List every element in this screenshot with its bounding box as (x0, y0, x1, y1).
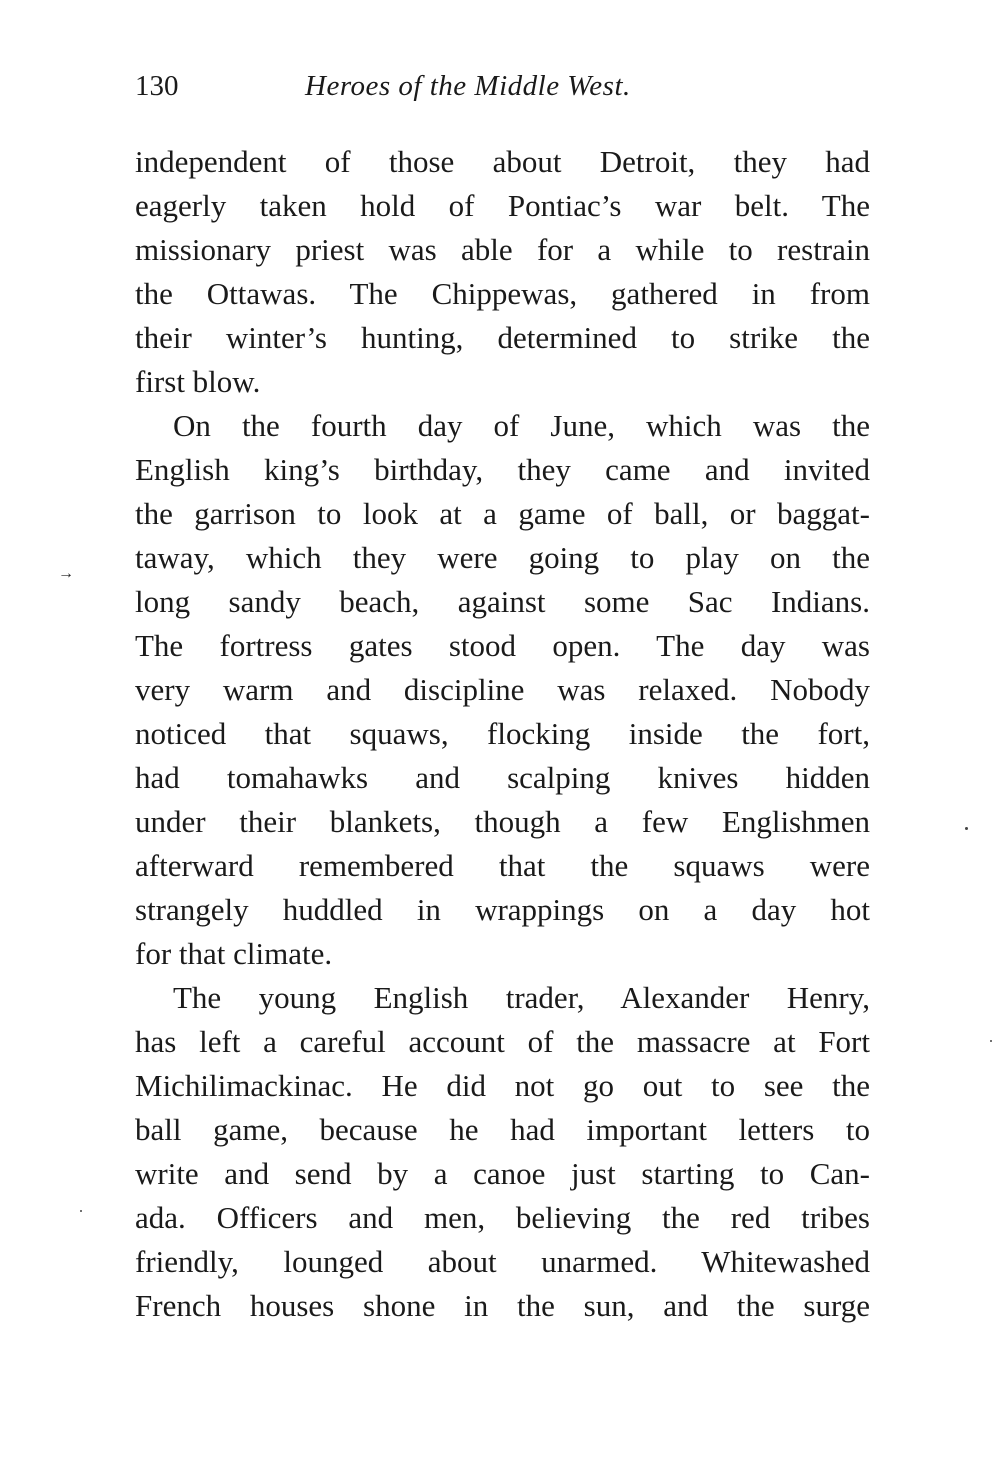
text-line: Michilimackinac. He did not go out to see the (135, 1068, 870, 1103)
text-line: The fortress gates stood open. The day was (135, 628, 870, 663)
margin-arrow-mark: → (58, 565, 74, 582)
paragraph-1 (135, 140, 870, 404)
paragraph-3 (135, 976, 870, 1328)
text-line: independent of those about Detroit, they had (135, 144, 870, 179)
text-line: French houses shone in the sun, and the surge (135, 1288, 870, 1323)
page-number: 130 (135, 70, 179, 102)
text-line: the garrison to look at a game of ball, or baggat- (135, 496, 870, 531)
body-text (135, 140, 870, 1328)
text-line: had tomahawks and scalping knives hidden (135, 760, 870, 795)
text-line: afterward remembered that the squaws were (135, 848, 870, 883)
text-line: On the fourth day of June, which was the (173, 408, 870, 443)
running-head (135, 66, 870, 106)
text-line: friendly, lounged about unarmed. Whitewashed (135, 1244, 870, 1279)
text-line: English king’s birthday, they came and invited (135, 452, 870, 487)
print-speck (80, 1210, 82, 1212)
text-line: has left a careful account of the massacre at Fort (135, 1024, 870, 1059)
text-line: their winter’s hunting, determined to strike the (135, 320, 870, 355)
text-line: ball game, because he had important letters to (135, 1112, 870, 1147)
print-speck (965, 827, 968, 830)
text-line: ada. Officers and men, believing the red tribes (135, 1200, 870, 1235)
print-speck (990, 1040, 992, 1042)
text-line: missionary priest was able for a while to restrain (135, 232, 870, 267)
text-line: strangely huddled in wrappings on a day hot (135, 892, 870, 927)
text-line: very warm and discipline was relaxed. Nobody (135, 672, 870, 707)
text-line: eagerly taken hold of Pontiac’s war belt. The (135, 188, 870, 223)
text-line: for that climate. (135, 936, 333, 971)
text-line: under their blankets, though a few Englishmen (135, 804, 870, 839)
text-line: first blow. (135, 364, 261, 399)
text-line: noticed that squaws, flocking inside the fort, (135, 716, 870, 751)
running-title: Heroes of the Middle West. (305, 70, 631, 102)
text-line: write and send by a canoe just starting to Can- (135, 1156, 870, 1191)
text-line: The young English trader, Alexander Henry, (173, 980, 870, 1015)
text-line: taway, which they were going to play on the (135, 540, 870, 575)
text-line: long sandy beach, against some Sac Indians. (135, 584, 870, 619)
text-line: the Ottawas. The Chippewas, gathered in from (135, 276, 870, 311)
paragraph-2 (135, 404, 870, 976)
